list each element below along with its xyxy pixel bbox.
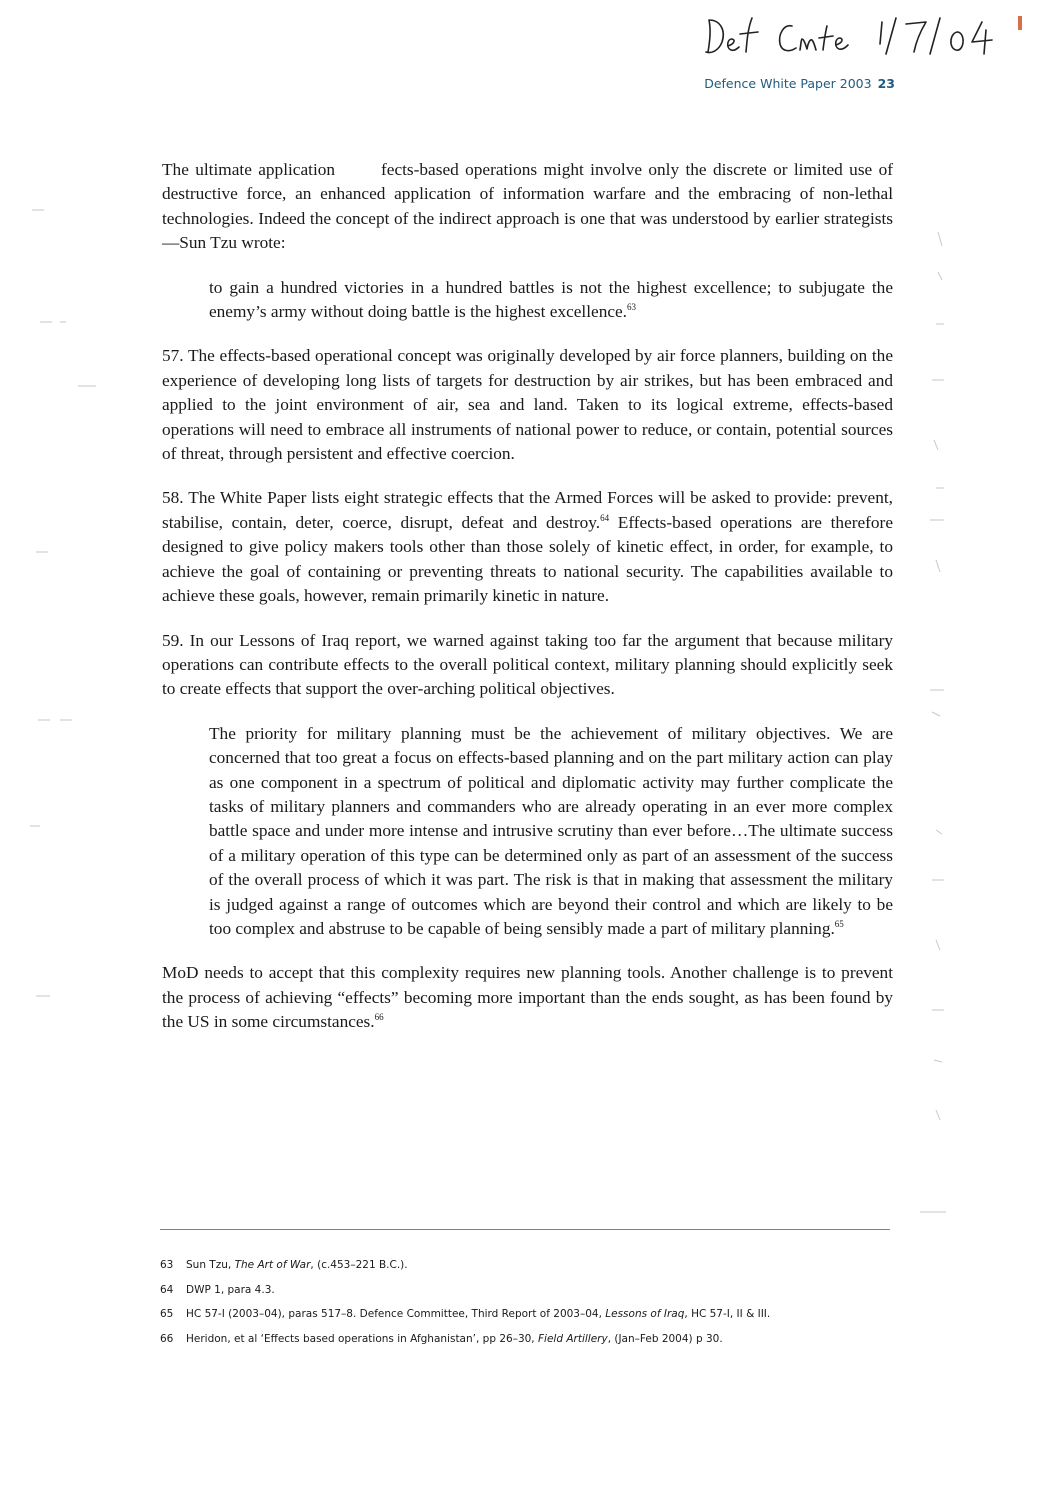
footnote-text-part: , (c.453–221 B.C.).	[310, 1259, 408, 1271]
paragraph-58-text: 58. The White Paper lists eight strategic effects that the Armed Forces will be asked to provide: prevent, stabilise, contain, deter, coerce, disrupt, defeat and destroy.	[162, 488, 893, 532]
quote-text: to gain a hundred victories in a hundred battles is not the highest excellence; to subjugate the enemy’s army without doing battle is the highest excellence.	[209, 277, 893, 322]
handwritten-annotation	[700, 12, 1030, 62]
footnote-text-part: HC 57-I (2003–04), paras 517–8. Defence Committee, Third Report of 2003–04,	[186, 1308, 606, 1321]
footnote-italic: Field Artillery	[537, 1332, 608, 1345]
footnote-text	[186, 1259, 408, 1271]
paragraph-57: 57. The effects-based operational concept was originally developed by air force planners, building on the experience of developing long lists of targets for destruction by air strikes, but has been embraced and applied to the joint environment of air, sea and land. Taken to its logical extreme, effects-based operations will need to embrace all instruments of national power to reduce, or contain, potential sources of threat, through persistent and effective coercion.	[162, 346, 893, 464]
footnote-65	[160, 1308, 900, 1333]
paragraph-59: 59. In our Lessons of Iraq report, we warned against taking too far the argument that because military operations can contribute effects to the overall political context, military planning should explicitly seek to create effects that support the over-arching political objectives.	[162, 630, 893, 699]
footnote-text-part: Heridon, et al ‘Effects based operations in Afghanistan’, pp 26–30,	[186, 1332, 538, 1345]
document-title: Defence White Paper 2003	[704, 76, 872, 91]
footnote-ref: 66	[374, 1012, 384, 1023]
footnote-italic: Lessons of Iraq	[605, 1308, 685, 1321]
closing-text: MoD needs to accept that this complexity requires new planning tools. Another challenge is to prevent the process of achieving “effects” becoming more important than the ends sought, as has been found by the US in some circumstances.	[162, 963, 893, 1032]
footnote-text	[186, 1333, 723, 1345]
footnote-text-part: DWP 1, para 4.3.	[186, 1283, 275, 1296]
footnote-ref: 65	[834, 919, 844, 930]
footnote-ref: 63	[627, 302, 636, 313]
quote-text: The priority for military planning must be the achievement of military objectives. We are concerned that too great a focus on effects-based planning and on the part military action can play as one component in a spectrum of political and diplomatic activity may further complicate the tasks of military planners and commanders who are already operating in an ever more complex battle space and under more intense and intrusive scrutiny than ever before…The ultimate success of a military operation of this type can be determined only as part of an assessment of the success of the overall process of which it was part. The risk is that in making that assessment the military is judged against a range of outcomes which are beyond their control and which are likely to be too complex and abstruse to be capable of being sensibly made a part of military planning.	[209, 723, 893, 938]
footnote-number: 64	[160, 1283, 174, 1296]
lessons-of-iraq-quote	[209, 722, 893, 942]
intro-paragraph	[162, 158, 893, 256]
footnote-text-part: , HC 57-I, II & III.	[684, 1308, 771, 1321]
paragraph-58	[162, 486, 893, 608]
footnote-number: 65	[160, 1308, 174, 1321]
footnotes	[160, 1259, 900, 1357]
sun-tzu-quote	[209, 276, 893, 325]
footnote-ref: 64	[600, 513, 610, 524]
footnote-text-part: Sun Tzu,	[186, 1259, 235, 1271]
footnote-63	[160, 1259, 900, 1284]
intro-text: The ultimate application	[162, 160, 336, 179]
paragraph-58-text-cont: Effects-based operations are therefore designed to give policy makers tools other than those solely of kinetic effect, in order, for example, to achieve the goal of containing or preventing threats to national security. The capabilities available to achieve these goals, however, remain primarily kinetic in nature.	[162, 512, 893, 606]
footnote-text	[186, 1284, 275, 1296]
footnote-66	[160, 1333, 900, 1358]
footnote-number: 66	[160, 1332, 174, 1345]
intro-text-rest: fects-based operations might involve only the discrete or limited use of destructive force, an enhanced application of information warfare and the embracing of non-lethal technologies. Indeed the concept of the indirect approach is one that was understood by earlier strategists—Sun Tzu wrote:	[162, 160, 893, 253]
body-text	[162, 158, 893, 1055]
footnote-divider	[160, 1229, 890, 1230]
page-number: 23	[877, 76, 895, 91]
footnote-text-part: , (Jan–Feb 2004) p 30.	[607, 1332, 723, 1345]
footnote-italic: The Art of War	[234, 1259, 311, 1271]
footnote-text	[186, 1308, 770, 1320]
running-header	[650, 76, 895, 91]
footnote-64	[160, 1284, 900, 1309]
closing-paragraph	[162, 961, 893, 1034]
footnote-number: 63	[160, 1259, 174, 1271]
